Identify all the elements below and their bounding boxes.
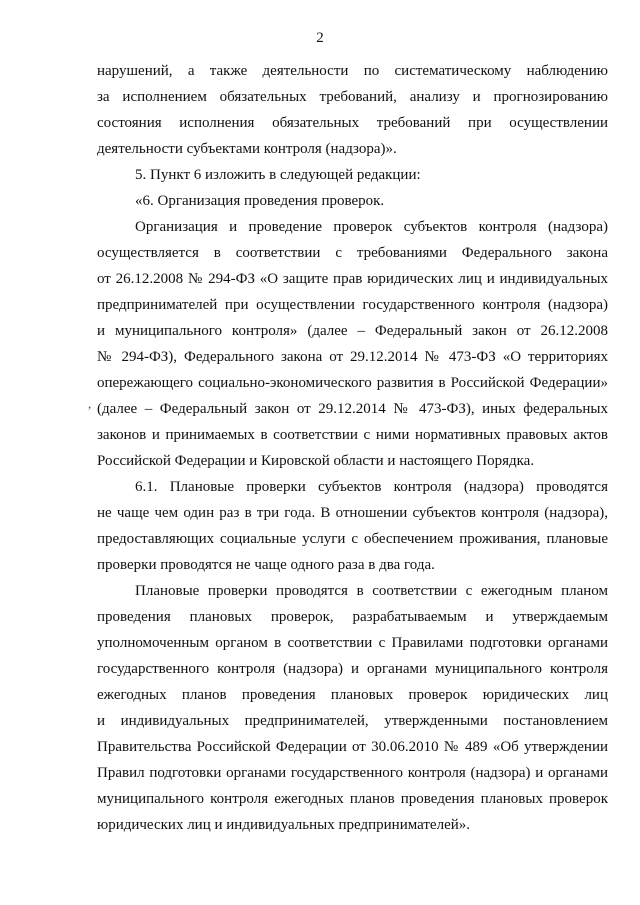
text-line: не чаще чем один раз в три года. В отношении субъектов контроля (надзора),	[97, 505, 608, 521]
text-line: и муниципального контроля» (далее – Федеральный закон от 26.12.2008	[97, 323, 608, 339]
text-line: предоставляющих социальные услуги с обеспечением проживания, плановые	[97, 531, 608, 547]
text-line: № 294-ФЗ), Федерального закона от 29.12.2014 № 473-ФЗ «О территориях	[97, 349, 608, 365]
text-line: нарушений, а также деятельности по систематическому наблюдению	[97, 63, 608, 79]
text-line: 5. Пункт 6 изложить в следующей редакции:	[135, 167, 421, 183]
text-line: проведения плановых проверок, разрабатываемым и утверждаемым	[97, 609, 608, 625]
text-line: 6.1. Плановые проверки субъектов контроля (надзора) проводятся	[135, 479, 608, 495]
text-line: и индивидуальных предпринимателей, утвержденными постановлением	[97, 713, 608, 729]
text-line: проверки проводятся не чаще одного раза в два года.	[97, 557, 435, 573]
text-line: Организация и проведение проверок субъектов контроля (надзора)	[135, 219, 608, 235]
text-line: (далее – Федеральный закон от 29.12.2014 № 473-ФЗ), иных федеральных	[97, 401, 608, 417]
text-line: уполномоченным органом в соответствии с Правилами подготовки органами	[97, 635, 608, 651]
text-line: Плановые проверки проводятся в соответствии с ежегодным планом	[135, 583, 608, 599]
text-line: Российской Федерации и Кировской области и настоящего Порядка.	[97, 453, 535, 469]
text-line: ежегодных планов проведения плановых проверок юридических лиц	[97, 687, 608, 703]
text-line: «6. Организация проведения проверок.	[135, 193, 385, 209]
page-number: 2	[316, 30, 324, 46]
text-line: от 26.12.2008 № 294-ФЗ «О защите прав юридических лиц и индивидуальных	[97, 271, 608, 287]
text-line: муниципального контроля ежегодных планов проведения плановых проверок	[97, 791, 608, 807]
text-line: состояния исполнения обязательных требований при осуществлении	[97, 115, 608, 131]
text-line: Правил подготовки органами государственного контроля (надзора) и органами	[97, 765, 608, 781]
margin-mark: ,	[88, 396, 92, 411]
text-line: опережающего социально-экономического развития в Российской Федерации»	[97, 375, 608, 391]
text-line: юридических лиц и индивидуальных предпринимателей».	[97, 817, 471, 833]
text-line: Правительства Российской Федерации от 30.06.2010 № 489 «Об утверждении	[97, 739, 608, 755]
text-line: осуществляется в соответствии с требованиями Федерального закона	[97, 245, 608, 261]
text-line: государственного контроля (надзора) и органами муниципального контроля	[97, 661, 608, 677]
text-line: за исполнением обязательных требований, анализу и прогнозированию	[97, 89, 608, 105]
text-line: деятельности субъектами контроля (надзора)».	[97, 141, 397, 157]
text-line: законов и принимаемых в соответствии с ними нормативных правовых актов	[97, 427, 608, 443]
text-line: предпринимателей при осуществлении государственного контроля (надзора)	[97, 297, 608, 313]
